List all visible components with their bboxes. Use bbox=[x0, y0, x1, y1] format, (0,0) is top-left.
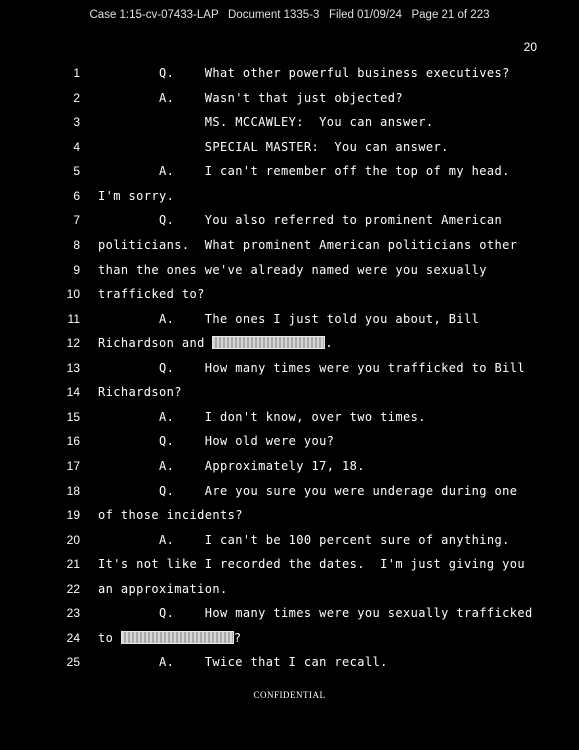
line-text: politicians. What prominent American politicians other bbox=[98, 238, 518, 252]
transcript-line bbox=[0, 112, 579, 132]
transcript-line bbox=[0, 358, 579, 378]
confidential-footer: CONFIDENTIAL bbox=[253, 690, 326, 700]
line-text: Q. You also referred to prominent American bbox=[98, 213, 503, 227]
line-text: It's not like I recorded the dates. I'm just giving you bbox=[98, 557, 525, 571]
line-number: 5 bbox=[73, 164, 80, 178]
transcript-line bbox=[0, 210, 579, 230]
line-text: Q. How many times were you trafficked to Bill bbox=[98, 361, 525, 375]
line-text: to bbox=[98, 631, 121, 645]
transcript-line bbox=[0, 505, 579, 525]
transcript-line bbox=[0, 88, 579, 108]
transcript-line bbox=[0, 456, 579, 476]
line-text: A. I can't be 100 percent sure of anything. bbox=[98, 533, 510, 547]
line-number: 15 bbox=[66, 410, 80, 424]
transcript-line bbox=[0, 309, 579, 329]
line-text: than the ones we've already named were you sexually bbox=[98, 263, 487, 277]
line-text: Q. How old were you? bbox=[98, 434, 335, 448]
transcript-line bbox=[0, 431, 579, 451]
line-text-after: ? bbox=[233, 631, 242, 645]
line-text: SPECIAL MASTER: You can answer. bbox=[98, 140, 449, 154]
line-number: 1 bbox=[73, 66, 80, 80]
transcript-line bbox=[0, 186, 579, 206]
transcript-line bbox=[0, 63, 579, 83]
line-number: 16 bbox=[66, 434, 80, 448]
redaction-box bbox=[121, 631, 234, 644]
line-text: A. Twice that I can recall. bbox=[98, 655, 388, 669]
line-number: 8 bbox=[73, 238, 80, 252]
line-text: A. Approximately 17, 18. bbox=[98, 459, 365, 473]
transcript-line bbox=[0, 603, 579, 623]
transcript-line bbox=[0, 628, 579, 648]
line-number: 25 bbox=[66, 655, 80, 669]
line-number: 12 bbox=[66, 336, 80, 350]
line-text-redacted bbox=[98, 628, 242, 648]
line-text: MS. MCCAWLEY: You can answer. bbox=[98, 115, 434, 129]
line-text: A. Wasn't that just objected? bbox=[98, 91, 403, 105]
line-text: A. I don't know, over two times. bbox=[98, 410, 426, 424]
transcript-line bbox=[0, 284, 579, 304]
line-text: A. The ones I just told you about, Bill bbox=[98, 312, 480, 326]
line-text: Q. What other powerful business executives? bbox=[98, 66, 510, 80]
transcript-line bbox=[0, 235, 579, 255]
line-number: 2 bbox=[73, 91, 80, 105]
line-text: A. I can't remember off the top of my head. bbox=[98, 164, 510, 178]
transcript-line bbox=[0, 137, 579, 157]
transcript-line bbox=[0, 161, 579, 181]
line-number: 3 bbox=[73, 115, 80, 129]
line-number: 20 bbox=[66, 533, 80, 547]
line-text: Q. How many times were you sexually trafficked bbox=[98, 606, 533, 620]
page-number: 20 bbox=[523, 40, 537, 54]
redaction-box bbox=[212, 336, 325, 349]
line-text: trafficked to? bbox=[98, 287, 205, 301]
transcript-line bbox=[0, 530, 579, 550]
line-number: 7 bbox=[73, 213, 80, 227]
line-text: Q. Are you sure you were underage during one bbox=[98, 484, 518, 498]
line-number: 4 bbox=[73, 140, 80, 154]
line-number: 19 bbox=[66, 508, 80, 522]
line-text: an approximation. bbox=[98, 582, 228, 596]
transcript-line bbox=[0, 652, 579, 672]
line-number: 17 bbox=[66, 459, 80, 473]
case-header: Case 1:15-cv-07433-LAP Document 1335-3 Filed 01/09/24 Page 21 of 223 bbox=[89, 9, 490, 21]
line-text: I'm sorry. bbox=[98, 189, 175, 203]
line-number: 14 bbox=[66, 385, 80, 399]
line-text-redacted bbox=[98, 333, 333, 353]
transcript-line bbox=[0, 382, 579, 402]
transcript-line bbox=[0, 333, 579, 353]
line-number: 18 bbox=[66, 484, 80, 498]
line-number: 11 bbox=[67, 312, 80, 326]
line-text: of those incidents? bbox=[98, 508, 243, 522]
line-text: Richardson and bbox=[98, 336, 213, 350]
line-number: 6 bbox=[73, 189, 80, 203]
line-number: 23 bbox=[66, 606, 80, 620]
transcript-line bbox=[0, 481, 579, 501]
line-number: 13 bbox=[66, 361, 80, 375]
transcript-line bbox=[0, 260, 579, 280]
line-number: 22 bbox=[66, 582, 80, 596]
transcript-line bbox=[0, 407, 579, 427]
line-number: 9 bbox=[73, 263, 80, 277]
line-number: 10 bbox=[66, 287, 80, 301]
transcript-line bbox=[0, 554, 579, 574]
line-text-after: . bbox=[325, 336, 333, 350]
transcript-line bbox=[0, 579, 579, 599]
line-number: 24 bbox=[66, 631, 80, 645]
line-number: 21 bbox=[66, 557, 80, 571]
line-text: Richardson? bbox=[98, 385, 182, 399]
